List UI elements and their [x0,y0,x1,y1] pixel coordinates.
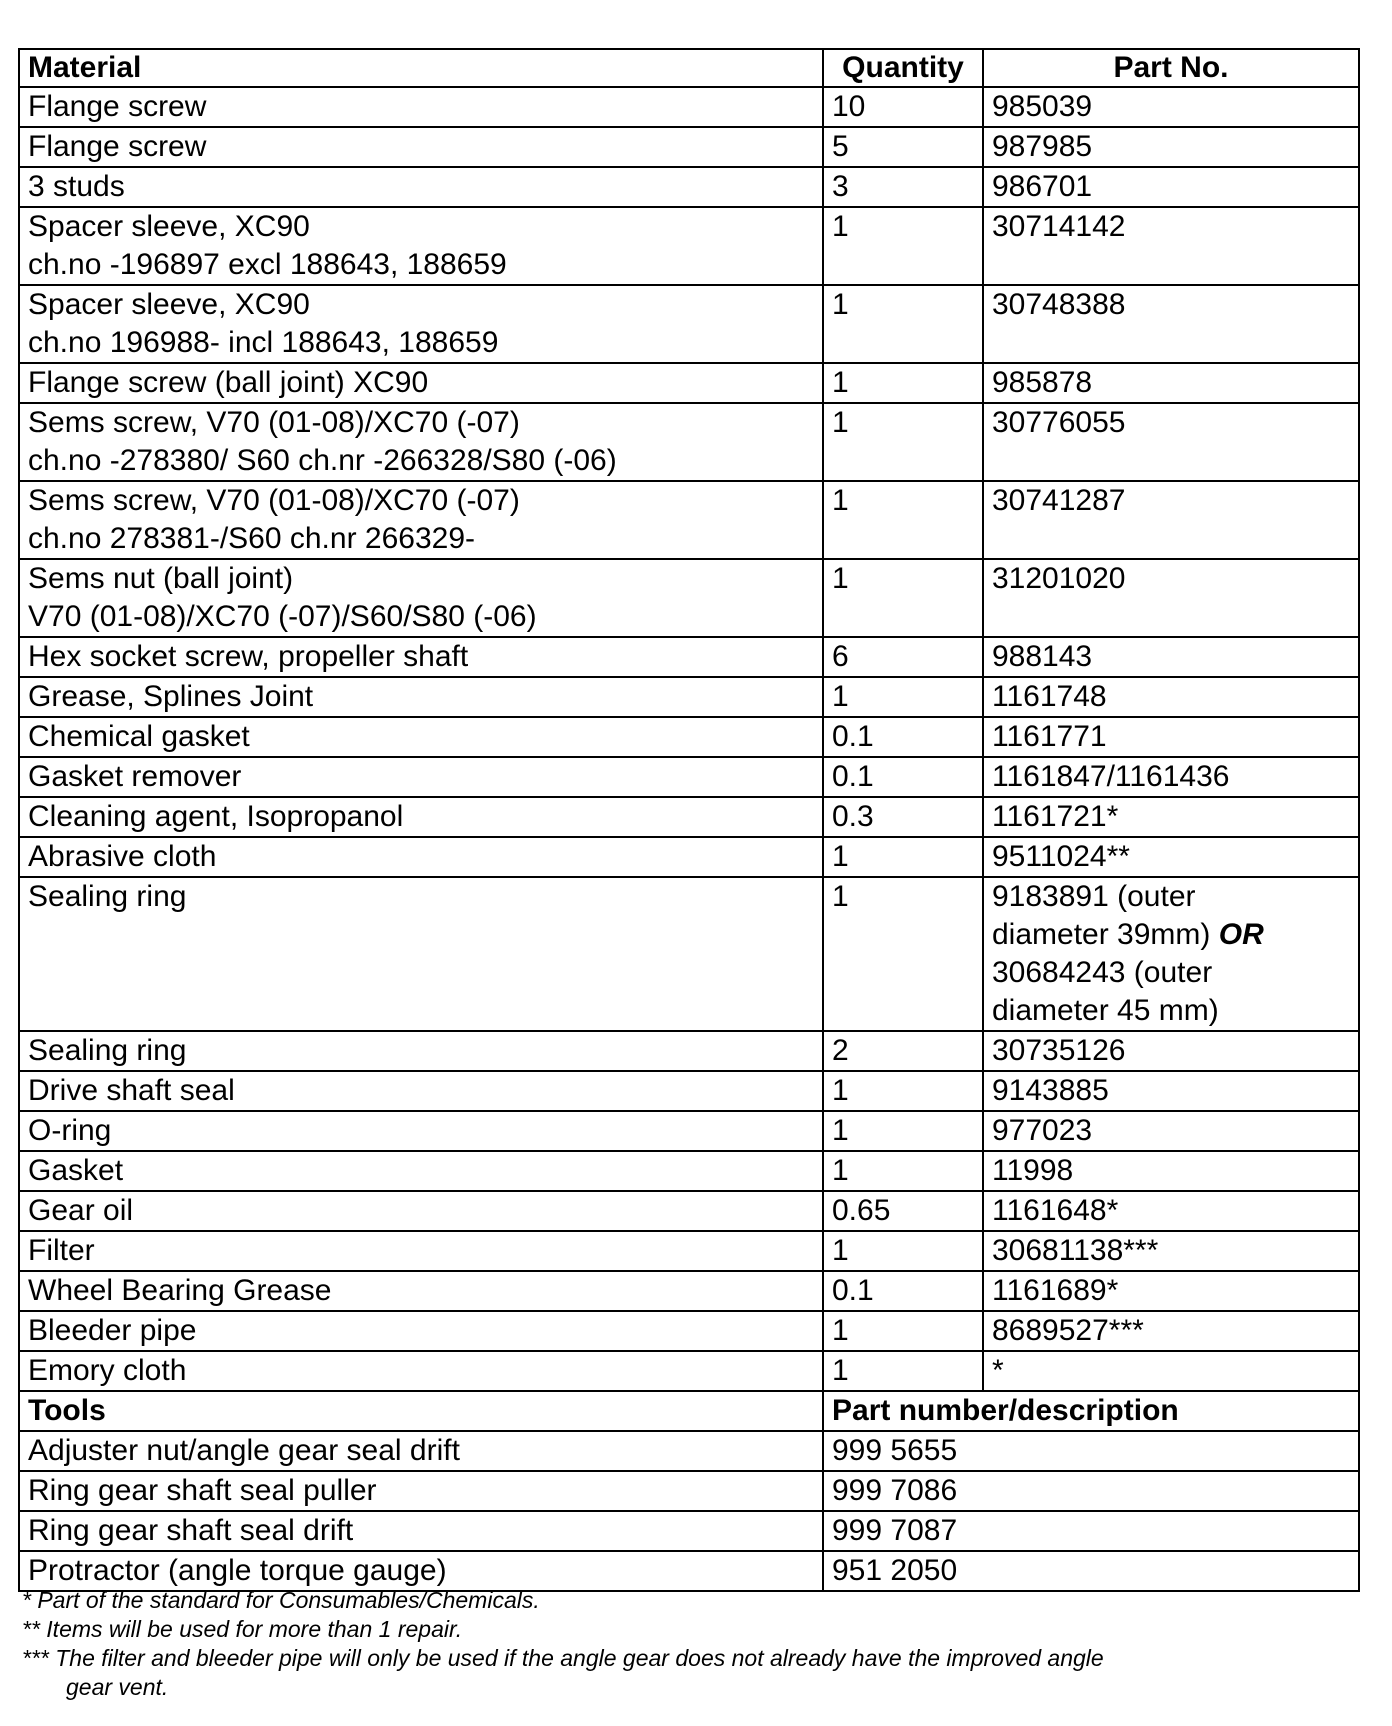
table-row [19,481,1359,559]
material-cell: Flange screw [19,127,823,167]
table-row [19,1191,1359,1231]
part-no-cell: 11998 [983,1151,1359,1191]
table-row [19,1351,1359,1391]
quantity-cell: 1 [823,559,983,637]
materials-table [18,48,1360,1592]
material-cell: Flange screw [19,87,823,127]
table-row [19,285,1359,363]
part-no-option-a: 9183891 (outer diameter 39mm) [992,880,1211,951]
quantity-cell: 0.1 [823,757,983,797]
table-row [19,1471,1359,1511]
quantity-cell: 1 [823,285,983,363]
material-cell: Hex socket screw, propeller shaft [19,637,823,677]
table-row [19,677,1359,717]
material-cell: Spacer sleeve, XC90 ch.no 196988- incl 188643, 188659 [19,285,823,363]
sealing-ring-row-group [19,877,1359,1031]
part-no-cell: 1161721* [983,797,1359,837]
material-cell: Gasket [19,1151,823,1191]
quantity-cell: 1 [823,1111,983,1151]
table-row [19,1231,1359,1271]
material-cell: Drive shaft seal [19,1071,823,1111]
materials-rows [19,87,1359,877]
part-no-or: OR [1218,918,1264,951]
materials-header-row [19,49,1359,87]
material-cell: Wheel Bearing Grease [19,1271,823,1311]
material-cell: Sealing ring [19,877,823,1031]
part-no-cell: 1161748 [983,677,1359,717]
material-cell: 3 studs [19,167,823,207]
tools-header: Tools [19,1391,823,1431]
table-row [19,717,1359,757]
quantity-cell: 1 [823,481,983,559]
material-cell: Sems screw, V70 (01-08)/XC70 (-07) ch.no 278381-/S60 ch.nr 266329- [19,481,823,559]
table-row [19,363,1359,403]
footnote-consumables: * Part of the standard for Consumables/Chemicals. [22,1587,540,1613]
part-no-cell: * [983,1351,1359,1391]
table-row [19,1031,1359,1071]
quantity-cell: 1 [823,877,983,1031]
table-row [19,87,1359,127]
table-row [19,837,1359,877]
quantity-cell: 1 [823,1071,983,1111]
tool-part-cell: 999 7087 [823,1511,1359,1551]
tool-name-cell: Adjuster nut/angle gear seal drift [19,1431,823,1471]
table-row [19,1071,1359,1111]
part-no-cell: 1161847/1161436 [983,757,1359,797]
quantity-cell: 1 [823,1311,983,1351]
materials-sheet [18,48,1358,1592]
part-no-cell: 1161771 [983,717,1359,757]
tools-rows [19,1431,1359,1591]
material-cell: Sems nut (ball joint) V70 (01-08)/XC70 (-07)/S60/S80 (-06) [19,559,823,637]
quantity-cell: 0.3 [823,797,983,837]
part-no-cell: 8689527*** [983,1311,1359,1351]
part-no-cell: 9511024** [983,837,1359,877]
quantity-cell: 2 [823,1031,983,1071]
material-cell: Cleaning agent, Isopropanol [19,797,823,837]
tool-name-cell: Ring gear shaft seal drift [19,1511,823,1551]
part-no-cell: 30735126 [983,1031,1359,1071]
tool-name-cell: Protractor (angle torque gauge) [19,1551,823,1591]
tools-header-row [19,1391,1359,1431]
quantity-cell: 1 [823,837,983,877]
table-row [19,877,1359,1031]
part-no-cell: 30741287 [983,481,1359,559]
quantity-cell: 1 [823,363,983,403]
table-row [19,1551,1359,1591]
material-cell: Bleeder pipe [19,1311,823,1351]
table-row [19,167,1359,207]
part-no-cell: 9143885 [983,1071,1359,1111]
part-no-cell: 30748388 [983,285,1359,363]
quantity-cell: 1 [823,1231,983,1271]
material-cell: Abrasive cloth [19,837,823,877]
quantity-cell: 5 [823,127,983,167]
material-cell: Sems screw, V70 (01-08)/XC70 (-07) ch.no -278380/ S60 ch.nr -266328/S80 (-06) [19,403,823,481]
material-cell: O-ring [19,1111,823,1151]
tools-part-header: Part number/description [823,1391,1359,1431]
footnote-filter: *** The filter and bleeder pipe will only be used if the angle gear does not already have the improved angle [22,1645,1104,1671]
quantity-cell: 1 [823,677,983,717]
material-cell: Spacer sleeve, XC90 ch.no -196897 excl 188643, 188659 [19,207,823,285]
part-no-column-header: Part No. [983,49,1359,87]
table-row [19,1431,1359,1471]
quantity-cell: 1 [823,403,983,481]
tools-section [19,1391,1359,1431]
quantity-cell: 3 [823,167,983,207]
tool-name-cell: Ring gear shaft seal puller [19,1471,823,1511]
table-row [19,1151,1359,1191]
tool-part-cell: 999 7086 [823,1471,1359,1511]
table-row [19,1111,1359,1151]
material-cell: Sealing ring [19,1031,823,1071]
materials-rows-continued [19,1031,1359,1391]
quantity-cell: 1 [823,1151,983,1191]
table-row [19,207,1359,285]
quantity-cell: 10 [823,87,983,127]
part-no-option-b: 30684243 (outer diameter 45 mm) [992,956,1219,1027]
material-cell: Grease, Splines Joint [19,677,823,717]
table-row [19,403,1359,481]
part-no-cell: 987985 [983,127,1359,167]
part-no-cell: 985878 [983,363,1359,403]
tool-part-cell: 999 5655 [823,1431,1359,1471]
material-cell: Emory cloth [19,1351,823,1391]
part-no-cell: 977023 [983,1111,1359,1151]
material-cell: Chemical gasket [19,717,823,757]
table-row [19,127,1359,167]
material-cell: Filter [19,1231,823,1271]
table-row [19,1271,1359,1311]
part-no-cell: 30776055 [983,403,1359,481]
footnotes [22,1586,1362,1702]
table-row [19,1511,1359,1551]
quantity-cell: 0.1 [823,1271,983,1311]
material-cell: Gear oil [19,1191,823,1231]
part-no-cell: 1161648* [983,1191,1359,1231]
part-no-cell: 31201020 [983,559,1359,637]
part-no-cell [983,877,1359,1031]
footnote-repairs: ** Items will be used for more than 1 repair. [22,1616,463,1642]
table-row [19,797,1359,837]
part-no-cell: 988143 [983,637,1359,677]
quantity-column-header: Quantity [823,49,983,87]
material-column-header: Material [19,49,823,87]
footnote-filter-continued: gear vent. [66,1674,169,1700]
quantity-cell: 6 [823,637,983,677]
part-no-cell: 985039 [983,87,1359,127]
table-row [19,637,1359,677]
part-no-cell: 1161689* [983,1271,1359,1311]
part-no-cell: 30714142 [983,207,1359,285]
material-cell: Flange screw (ball joint) XC90 [19,363,823,403]
material-cell: Gasket remover [19,757,823,797]
quantity-cell: 1 [823,1351,983,1391]
quantity-cell: 0.65 [823,1191,983,1231]
table-row [19,1311,1359,1351]
tool-part-cell: 951 2050 [823,1551,1359,1591]
table-row [19,757,1359,797]
part-no-cell: 986701 [983,167,1359,207]
quantity-cell: 0.1 [823,717,983,757]
quantity-cell: 1 [823,207,983,285]
table-row [19,559,1359,637]
part-no-cell: 30681138*** [983,1231,1359,1271]
